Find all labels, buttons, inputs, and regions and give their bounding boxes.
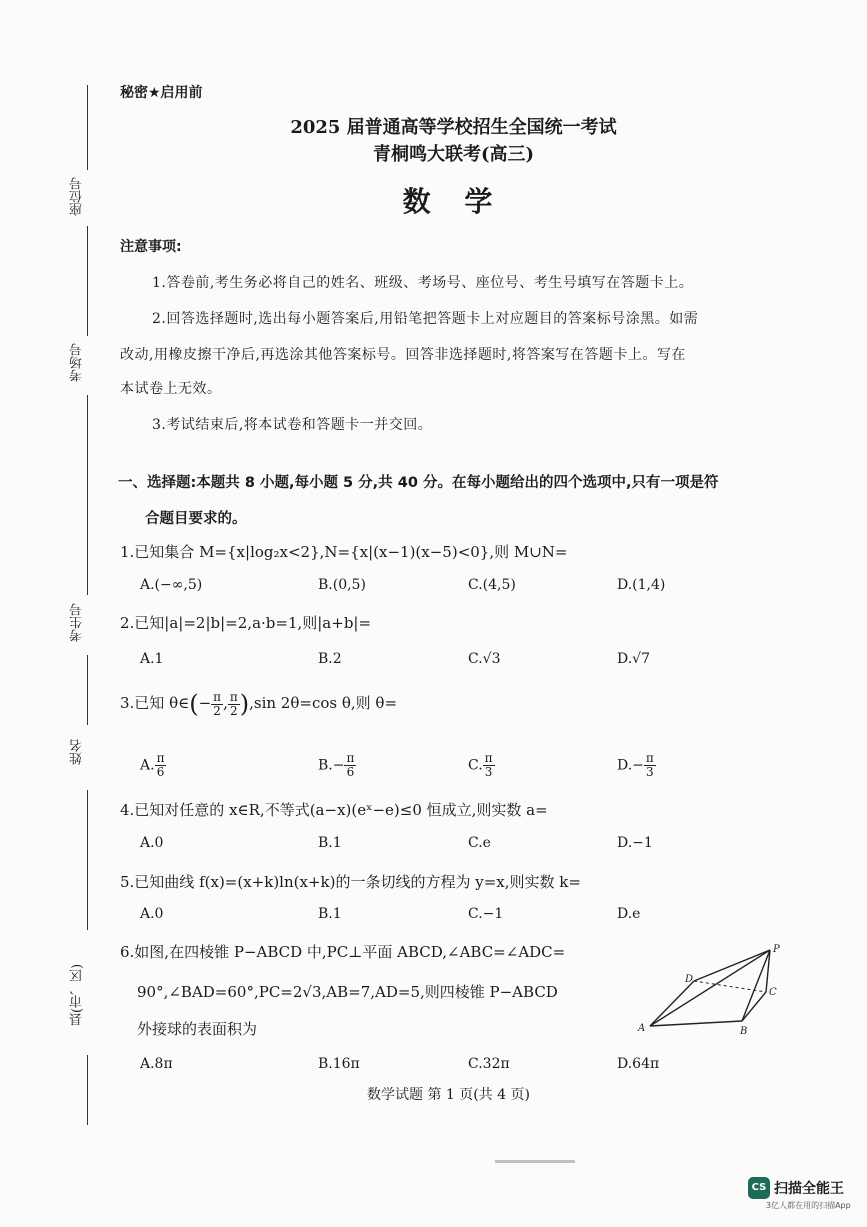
q3-option-c: C. $\frac{\pi}{3}$ [468, 751, 493, 779]
q4-option-d: D.−1 [617, 835, 653, 851]
q3-stem-prefix: 3.已知 θ∈ [120, 694, 190, 712]
question-1-stem: 1.已知集合 M={x|log₂x<2},N={x|(x−1)(x−5)<0},则 M∪N= [120, 543, 568, 561]
confidential-mark: 秘密★启用前 [120, 85, 203, 101]
q3-frac-neg-pi-2: $\frac{\pi}{2}$ [213, 689, 222, 718]
note-1: 1.答卷前,考生务必将自己的姓名、班级、考场号、座位号、考生号填写在答题卡上。 [152, 275, 694, 291]
edge-ab [650, 1021, 742, 1026]
vertex-label-b: B [740, 1026, 748, 1037]
edge-ad [650, 981, 694, 1026]
q5-option-c: C.−1 [468, 906, 504, 922]
name-label: 姓名 [70, 739, 85, 766]
edge-pd [694, 950, 770, 981]
q1-option-c: C.(4,5) [468, 577, 516, 593]
exam-room-label: 考场号 [70, 343, 85, 383]
q6-option-b: B.16π [318, 1056, 360, 1072]
note-2-line-3: 本试卷上无效。 [120, 381, 222, 397]
q3-frac-pi-2: $\frac{\pi}{2}$ [229, 689, 238, 718]
subject-title: 数 学 [402, 185, 505, 218]
question-2-stem: 2.已知|a|=2|b|=2,a·b=1,则|a+b|= [120, 614, 372, 632]
seat-number-label: 座位号 [70, 177, 85, 217]
q6-option-a: A.8π [140, 1056, 173, 1072]
note-3: 3.考试结束后,将本试卷和答题卡一并交回。 [152, 417, 433, 433]
edge-pa [650, 950, 770, 1026]
q3-option-d: D.− $\frac{\pi}{3}$ [617, 751, 654, 779]
q6-option-d: D.64π [617, 1056, 660, 1072]
margin-rule [87, 226, 88, 336]
pyramid-figure [630, 940, 790, 1040]
q6-option-c: C.32π [468, 1056, 510, 1072]
vertex-label-a: A [638, 1023, 646, 1034]
q5-option-a: A.0 [140, 906, 164, 922]
exam-subtitle: 青桐鸣大联考(高三) [372, 144, 535, 165]
margin-rule [87, 395, 88, 595]
margin-rule [87, 655, 88, 725]
q2-option-d: D.√7 [617, 651, 651, 667]
margin-rule [87, 790, 88, 930]
q2-option-c: C.√3 [468, 651, 501, 667]
question-6-stem-line-2: 90°,∠BAD=60°,PC=2√3,AB=7,AD=5,则四棱锥 P−ABCD [137, 983, 558, 1001]
county-label: 县(市、区) [70, 963, 85, 1027]
section-heading: 一、选择题:本题共 8 小题,每小题 5 分,共 40 分。在每小题给出的四个选项中,只有一项是符 [118, 475, 719, 491]
q3-stem-suffix: ,sin 2θ=cos θ,则 θ= [249, 694, 398, 712]
q2-option-a: A.1 [140, 651, 164, 667]
vertex-label-p: P [773, 944, 780, 955]
q1-option-b: B.(0,5) [318, 577, 366, 593]
question-5-stem: 5.已知曲线 f(x)=(x+k)ln(x+k)的一条切线的方程为 y=x,则实数 k= [120, 873, 581, 891]
vertex-label-d: D [685, 974, 694, 985]
q4-option-a: A.0 [140, 835, 164, 851]
q1-option-a: A.(−∞,5) [140, 577, 203, 593]
candidate-number-label: 考生号 [70, 603, 85, 643]
question-6-stem-line-3: 外接球的表面积为 [137, 1020, 258, 1038]
notes-heading: 注意事项: [120, 239, 182, 255]
scan-artifact [495, 1160, 575, 1163]
question-3-stem: 3.已知 θ∈(− $\frac{\pi}{2}$ , $\frac{\pi}{2}$ ),sin 2θ=cos θ,则 θ= [120, 689, 398, 718]
scanner-logo-icon: CS [748, 1177, 770, 1199]
vertex-label-c: C [769, 987, 777, 998]
question-6-stem-line-1: 6.如图,在四棱锥 P−ABCD 中,PC⊥平面 ABCD,∠ABC=∠ADC= [120, 943, 566, 961]
exam-title: 2025 届普通高等学校招生全国统一考试 [290, 117, 617, 138]
q4-option-c: C.e [468, 835, 491, 851]
scanner-tagline: 3亿人都在用的扫描App [766, 1201, 851, 1210]
page-footer: 数学试题 第 1 页(共 4 页) [367, 1087, 530, 1103]
note-2-line-2: 改动,用橡皮擦干净后,再选涂其他答案标号。回答非选择题时,将答案写在答题卡上。写在 [120, 347, 686, 363]
q3-option-a: A. $\frac{\pi}{6}$ [140, 751, 165, 779]
q3-option-b: B.− $\frac{\pi}{6}$ [318, 751, 355, 779]
question-4-stem: 4.已知对任意的 x∈R,不等式(a−x)(eˣ−e)≤0 恒成立,则实数 a= [120, 801, 548, 819]
q5-option-b: B.1 [318, 906, 342, 922]
q4-option-b: B.1 [318, 835, 342, 851]
edge-bc [742, 992, 766, 1021]
scanner-brand: 扫描全能王 [774, 1181, 844, 1197]
note-2-line-1: 2.回答选择题时,选出每小题答案后,用铅笔把答题卡上对应题目的答案标号涂黑。如需 [152, 311, 699, 327]
q1-option-d: D.(1,4) [617, 577, 666, 593]
q5-option-d: D.e [617, 906, 641, 922]
edge-pb [742, 950, 770, 1021]
section-heading-cont: 合题目要求的。 [145, 511, 247, 527]
q2-option-b: B.2 [318, 651, 342, 667]
